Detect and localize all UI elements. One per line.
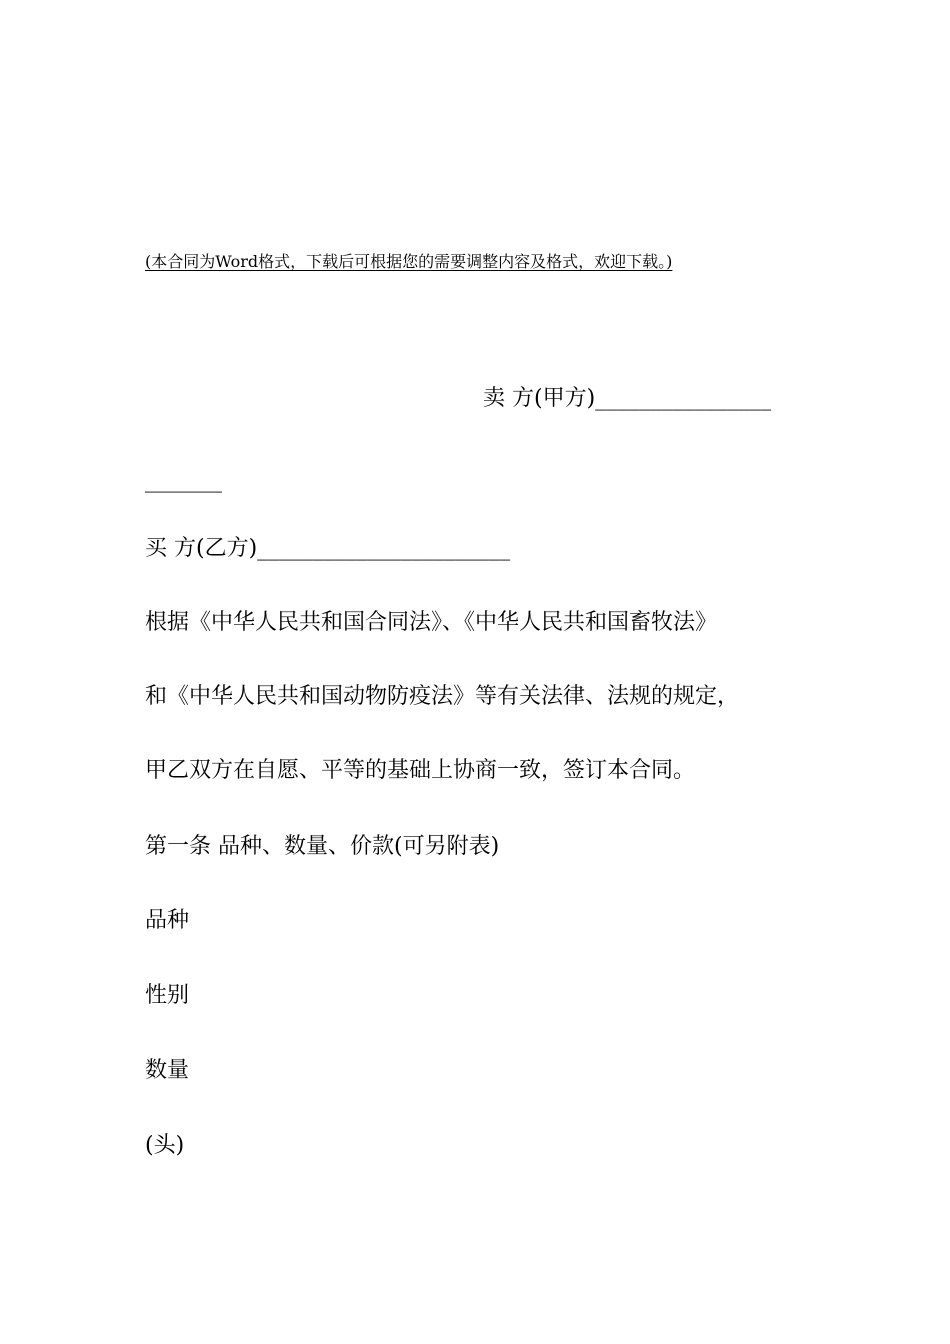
preamble-line-3: 甲乙双方在自愿、平等的基础上协商一致，签订本合同。 — [145, 758, 696, 783]
table-header-sex: 性别 — [145, 983, 190, 1008]
preamble-line-2: 和《中华人民共和国动物防疫法》等有关法律、法规的规定， — [145, 684, 740, 709]
seller-line-continuation: _______ — [145, 468, 222, 493]
seller-line: 卖 方(甲方)________________ — [483, 386, 772, 411]
preamble-line-1: 根据《中华人民共和国合同法》、《中华人民共和国畜牧法》 — [145, 610, 718, 635]
download-notice: (本合同为Word格式，下载后可根据您的需要调整内容及格式，欢迎下载。) — [145, 252, 673, 271]
buyer-line: 买 方(乙方)_______________________ — [145, 536, 511, 561]
table-header-quantity: 数量 — [145, 1058, 190, 1083]
table-header-unit: (头) — [145, 1133, 185, 1158]
article-1-title: 第一条 品种、数量、价款(可另附表) — [145, 834, 500, 859]
table-header-variety: 品种 — [145, 908, 190, 933]
